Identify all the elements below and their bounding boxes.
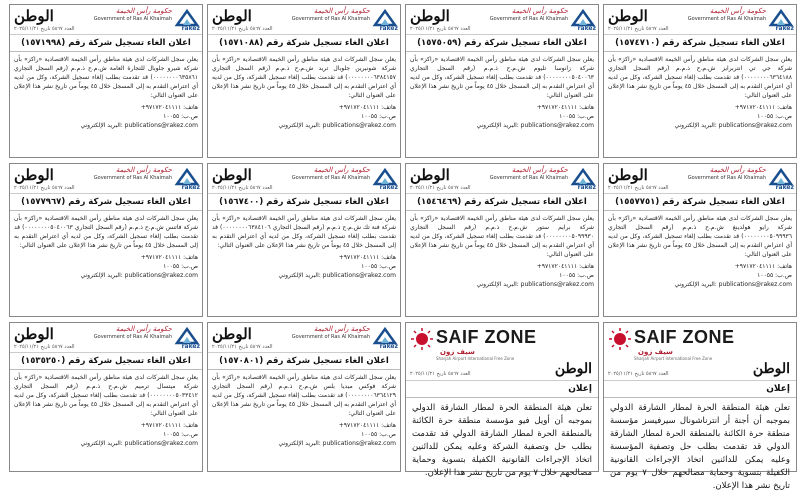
notice-header [10, 323, 202, 353]
notice-body: يعلن سجل الشركات لدى هيئة مناطق رأس الخيمة الاقتصادية «راكز» بأن شركة جي تي انتربرايز ش.م.ح ذ.م.م (رقم السجل التجاري ٠٠٠٠٠٠٠٠٦٣٦٤١٨٨) قد تقدمت بطلب إلغاء تسجيل الشركة، وكل من لديه أي اعتراض التقدم به إلى المسجل خلال ٤٥ يوماً من تاريخ نشر هذا الإعلان على العنوان التالي: [608, 56, 792, 99]
newspaper-brand: الوطن [410, 7, 450, 25]
government-name-en: Government of Ras Al Khaimah [93, 16, 172, 22]
saif-zone-subtitle: Sharjah Airport International Free Zone [436, 356, 515, 361]
saif-zone-name: SAIF ZONE [436, 327, 537, 347]
government-name-en: Government of Ras Al Khaimah [291, 16, 370, 22]
notice-title: اعلان الغاء تسجيل شركة رقم (١٥٣٥٢٥٠) [10, 353, 202, 370]
notice-body: يعلن سجل الشركات لدى هيئة مناطق رأس الخيمة الاقتصادية «راكز» بأن شركة برايم ستور ش.م.ح ذ.م.م (رقم السجل التجاري ٠٠٠٠٠٠٠٠٥٠٩٩٩٣٠) قد تقدمت بطلب إلغاء تسجيل الشركة، وكل من لديه أي اعتراض التقدم به إلى المسجل خلال ٤٥ يوماً من تاريخ نشر هذا الإعلان على العنوان التالي: [410, 215, 594, 258]
rakez-wordmark: rakez [577, 184, 596, 191]
contact-email[interactable]: البريد الإلكتروني: publications@rakez.com [80, 440, 198, 447]
rakez-notice [603, 163, 797, 317]
contact-phone: هاتف: ٩٧١٧٢٠٤١١١١+ [734, 104, 792, 111]
government-name-en: Government of Ras Al Khaimah [687, 16, 766, 22]
notice-title: اعلان الغاء تسجيل شركة رقم (١٥٧٠٨٠١) [208, 353, 400, 370]
notice-header [406, 164, 598, 194]
notice-contact [406, 103, 598, 133]
notice-title: اعلان الغاء تسجيل شركة رقم (١٥٧٤٧١٠) [604, 35, 796, 52]
rakez-notice [207, 163, 401, 317]
contact-phone: هاتف: ٩٧١٧٢٠٤١١١١+ [140, 104, 198, 111]
issue-info: العدد ٥٨٦٧ تاريخ ٢٠٢٥/١١/٢١ [14, 344, 75, 350]
rakez-wordmark: rakez [775, 184, 794, 191]
government-name-ar: حكومة رأس الخيمة [115, 166, 172, 174]
notice-title: اعلان الغاء تسجيل شركة رقم (١٥٥٧٧٥١) [604, 194, 796, 211]
contact-po-box: ص.ب: ١٠٠٥٥ [361, 113, 396, 120]
rakez-wordmark: rakez [181, 25, 200, 32]
saif-zone-notice [405, 322, 599, 478]
saif-sun-logo-icon [608, 327, 632, 351]
issue-info: العدد ٥٨٦٧ تاريخ ٢٠٢٥/١١/٢١ [212, 185, 273, 191]
contact-phone: هاتف: ٩٧١٧٢٠٤١١١١+ [338, 422, 396, 429]
rakez-wordmark: rakez [379, 25, 398, 32]
newspaper-brand: الوطن [14, 7, 54, 25]
contact-email[interactable]: البريد الإلكتروني: publications@rakez.com [476, 122, 594, 129]
rakez-wordmark: rakez [379, 343, 398, 350]
rakez-notice [207, 4, 401, 158]
contact-po-box: ص.ب: ١٠٠٥٥ [163, 113, 198, 120]
contact-phone: هاتف: ٩٧١٧٢٠٤١١١١+ [140, 254, 198, 261]
rakez-notice [9, 322, 203, 472]
notice-header [604, 5, 796, 35]
contact-email[interactable]: البريد الإلكتروني: publications@rakez.com [80, 122, 198, 129]
government-name-ar: حكومة رأس الخيمة [115, 325, 172, 333]
contact-po-box: ص.ب: ١٠٠٥٥ [757, 272, 792, 279]
newspaper-brand: الوطن [608, 166, 648, 184]
government-name-en: Government of Ras Al Khaimah [291, 334, 370, 340]
notice-header [604, 164, 796, 194]
issue-info: العدد ٥٨٦٧ تاريخ ٢٠٢٥/١١/٢١ [410, 371, 471, 377]
contact-phone: هاتف: ٩٧١٧٢٠٤١١١١+ [338, 104, 396, 111]
notice-title: اعلان الغاء تسجيل شركة رقم (١٥٤٦٤٦٩) [406, 194, 598, 211]
notice-header [208, 323, 400, 353]
rakez-notice [9, 4, 203, 158]
government-name-en: Government of Ras Al Khaimah [489, 175, 568, 181]
newspaper-brand: الوطن [212, 7, 252, 25]
issue-info: العدد ٥٨٦٧ تاريخ ٢٠٢٥/١١/٢١ [608, 185, 669, 191]
contact-po-box: ص.ب: ١٠٠٥٥ [559, 113, 594, 120]
notice-body: تعلن هيئة المنطقة الحرة لمطار الشارقة الدولي بموجبه أن أجنة أر انترناشونال سيرفيسز مؤسسة منطقة حرة الكائنة بالمنطقة الحرة لمطار الشارقة الدولي قد تقدمت بطلب حل وتصفية المؤسسة وعليه يمكن للدائنين اتخاذ الإجراءات القانونية الكفيلة بتسوية وحماية مصالحهم خلال ٧ يوم من تاريخ نشر هذا الإعلان. [610, 403, 790, 491]
newspaper-brand: الوطن [14, 166, 54, 184]
government-name-ar: حكومة رأس الخيمة [115, 7, 172, 15]
issue-info: العدد ٥٨٦٧ تاريخ ٢٠٢٥/١١/٢١ [212, 344, 273, 350]
notice-label: إعلان [604, 381, 796, 398]
issue-info: العدد ٥٨٦٧ تاريخ ٢٠٢٥/١١/٢١ [410, 26, 471, 32]
notice-contact [208, 253, 400, 283]
notice-body: يعلن سجل الشركات لدى هيئة مناطق رأس الخيمة الاقتصادية «راكز» بأن شركة فوكس ميديا بلس ش.م.ح ذ.م.م (رقم السجل التجاري ٠٠٠٠٠٠٠٠٦٣٦٤١٢٩) قد تقدمت بطلب إلغاء تسجيل الشركة، وكل من لديه أي اعتراض التقدم به إلى المسجل خلال ٤٥ يوماً من تاريخ نشر هذا الإعلان على العنوان التالي: [212, 374, 396, 417]
contact-email[interactable]: البريد الإلكتروني: publications@rakez.com [476, 281, 594, 288]
notice-title: اعلان الغاء تسجيل شركة رقم (١٥٧١٠٨٨) [208, 35, 400, 52]
government-name-en: Government of Ras Al Khaimah [687, 175, 766, 181]
issue-info: العدد ٥٨٦٧ تاريخ ٢٠٢٥/١١/٢١ [608, 371, 669, 377]
notice-body: يعلن سجل الشركات لدى هيئة مناطق رأس الخيمة الاقتصادية «راكز» بأن شركة شيرو جلوبال للتجارة العامة ش.م.ح ذ.م.م (رقم السجل التجاري ٠٠٠٠٠٠٠٠٦٣٥٨٦١) قد تقدمت بطلب إلغاء تسجيل الشركة، وكل من لديه أي اعتراض التقدم به إلى المسجل خلال ٤٥ يوماً من تاريخ نشر هذا الإعلان على العنوان التالي: [14, 56, 198, 99]
contact-email[interactable]: البريد الإلكتروني: publications@rakez.com [278, 122, 396, 129]
newspaper-brand: الوطن [608, 7, 648, 25]
notice-header [10, 164, 202, 194]
notice-contact [604, 262, 796, 292]
government-name-ar: حكومة رأس الخيمة [313, 166, 370, 174]
rakez-wordmark: rakez [775, 25, 794, 32]
government-name-ar: حكومة رأس الخيمة [709, 166, 766, 174]
notice-body: يعلن سجل الشركات لدى هيئة مناطق رأس الخيمة الاقتصادية «راكز» بأن شركة زانوسا تليوم ش.م.ح ذ.م.م (رقم السجل التجاري ٠٠٠٠٠٠٠٠٥٠٤٠٠٦٣) قد تقدمت بطلب إلغاء تسجيل الشركة، وكل من لديه أي اعتراض التقدم به إلى المسجل خلال ٤٥ يوماً من تاريخ نشر هذا الإعلان على العنوان التالي: [410, 56, 594, 99]
notice-title: اعلان الغاء تسجيل شركة رقم (١٥٦٧٤٠٠) [208, 194, 400, 211]
contact-po-box: ص.ب: ١٠٠٥٥ [757, 113, 792, 120]
notice-title: اعلان الغاء تسجيل شركة رقم (١٥٧١٩٩٨) [10, 35, 202, 52]
contact-phone: هاتف: ٩٧١٧٢٠٤١١١١+ [536, 104, 594, 111]
notice-body: يعلن سجل الشركات لدى هيئة مناطق رأس الخيمة الاقتصادية «راكز» بأن شركة رايو هولدينغ ش.م.ح ذ.م.م (رقم السجل التجاري ٠٠٠٠٠٠٠٠٥٠٩٩٩٣٦) قد تقدمت بطلب إلغاء تسجيل الشركة، وكل من لديه أي اعتراض التقدم به إلى المسجل خلال ٤٥ يوماً من تاريخ نشر هذا الإعلان على العنوان التالي: [608, 215, 792, 258]
rakez-wordmark: rakez [181, 343, 200, 350]
notice-contact [406, 262, 598, 292]
government-name-ar: حكومة رأس الخيمة [313, 325, 370, 333]
saif-header [406, 323, 598, 381]
saif-zone-name-ar: سيف زون [638, 348, 673, 356]
notice-title: اعلان الغاء تسجيل شركة رقم (١٥٧٧٩٦٧) [10, 194, 202, 211]
notice-contact [208, 421, 400, 451]
contact-phone: هاتف: ٩٧١٧٢٠٤١١١١+ [338, 254, 396, 261]
issue-info: العدد ٥٨٦٧ تاريخ ٢٠٢٥/١١/٢١ [14, 185, 75, 191]
saif-zone-name: SAIF ZONE [634, 327, 735, 347]
notice-body: تعلن هيئة المنطقة الحرة لمطار الشارقة الدولي بموجبه أن أويل فيو مؤسسة منطقة حرة الكائنة بالمنطقة الحرة لمطار الشارقة الدولي قد تقدمت بطلب حل وتصفية الشركة وعليه يمكن للدائنين اتخاذ الإجراءات القانونية الكفيلة بتسوية وحماية مصالحهم خلال ٧ يوم من تاريخ نشر هذا الإعلان. [412, 403, 592, 478]
rakez-notice [405, 4, 599, 158]
contact-email[interactable]: البريد الإلكتروني: publications@rakez.com [278, 272, 396, 279]
issue-info: العدد ٥٨٦٧ تاريخ ٢٠٢٥/١١/٢١ [608, 26, 669, 32]
contact-phone: هاتف: ٩٧١٧٢٠٤١١١١+ [536, 263, 594, 270]
notice-contact [10, 103, 202, 133]
newspaper-brand: الوطن [14, 325, 54, 343]
rakez-notice [9, 163, 203, 317]
contact-email[interactable]: البريد الإلكتروني: publications@rakez.com [278, 440, 396, 447]
notice-title: اعلان الغاء تسجيل شركة رقم (١٥٧٥٠٥٩) [406, 35, 598, 52]
government-name-en: Government of Ras Al Khaimah [93, 175, 172, 181]
rakez-wordmark: rakez [379, 184, 398, 191]
contact-po-box: ص.ب: ١٠٠٥٥ [361, 263, 396, 270]
contact-po-box: ص.ب: ١٠٠٥٥ [163, 431, 198, 438]
rakez-notice [207, 322, 401, 472]
contact-email[interactable]: البريد الإلكتروني: publications@rakez.com [674, 122, 792, 129]
rakez-wordmark: rakez [181, 184, 200, 191]
government-name-ar: حكومة رأس الخيمة [511, 166, 568, 174]
notice-header [406, 5, 598, 35]
notice-contact [208, 103, 400, 133]
contact-po-box: ص.ب: ١٠٠٥٥ [163, 263, 198, 270]
rakez-wordmark: rakez [577, 25, 596, 32]
notice-header [10, 5, 202, 35]
government-name-en: Government of Ras Al Khaimah [291, 175, 370, 181]
saif-zone-subtitle: Sharjah Airport International Free Zone [634, 356, 713, 361]
saif-zone-notice [603, 322, 797, 491]
government-name-ar: حكومة رأس الخيمة [511, 7, 568, 15]
contact-phone: هاتف: ٩٧١٧٢٠٤١١١١+ [140, 422, 198, 429]
notice-label: إعلان [406, 381, 598, 398]
saif-sun-logo-icon [410, 327, 434, 351]
contact-po-box: ص.ب: ١٠٠٥٥ [361, 431, 396, 438]
contact-email[interactable]: البريد الإلكتروني: publications@rakez.com [80, 272, 198, 279]
contact-po-box: ص.ب: ١٠٠٥٥ [559, 272, 594, 279]
newspaper-brand: الوطن [752, 361, 790, 377]
issue-info: العدد ٥٨٦٧ تاريخ ٢٠٢٥/١١/٢١ [410, 185, 471, 191]
saif-header [604, 323, 796, 381]
notice-body: يعلن سجل الشركات لدى هيئة مناطق رأس الخيمة الاقتصادية «راكز» بأن شركة ميتسال ترميم ش.م.ح ذ.م.م (رقم السجل التجاري ٠٠٠٠٠٠٠٠٥٠٣٣٤١٢) قد تقدمت بطلب إلغاء تسجيل الشركة، وكل من لديه أي اعتراض التقدم به إلى المسجل خلال ٤٥ يوماً من تاريخ نشر هذا الإعلان على العنوان التالي: [14, 374, 198, 417]
government-name-en: Government of Ras Al Khaimah [489, 16, 568, 22]
rakez-notice [405, 163, 599, 317]
government-name-ar: حكومة رأس الخيمة [709, 7, 766, 15]
newspaper-brand: الوطن [554, 361, 592, 377]
notice-contact [604, 103, 796, 133]
notice-contact [10, 421, 202, 451]
contact-phone: هاتف: ٩٧١٧٢٠٤١١١١+ [734, 263, 792, 270]
newspaper-brand: الوطن [410, 166, 450, 184]
notice-header [208, 164, 400, 194]
notice-body: يعلن سجل الشركات لدى هيئة مناطق رأس الخيمة الاقتصادية «راكز» بأن شركة فنة تك ش.م.ح ذ.م.م (رقم السجل التجاري ٠٠٠٠٠٠٠٠٦٣٨٤١٠٦) قد تقدمت بطلب إلغاء تسجيل الشركة، وكل من لديه أي اعتراض التقدم به إلى المسجل خلال ٤٥ يوماً من تاريخ نشر هذا الإعلان على العنوان التالي: [212, 215, 397, 249]
notice-contact [10, 253, 202, 283]
issue-info: العدد ٥٨٦٧ تاريخ ٢٠٢٥/١١/٢١ [14, 26, 75, 32]
government-name-ar: حكومة رأس الخيمة [313, 7, 370, 15]
newspaper-brand: الوطن [212, 166, 252, 184]
notice-body: يعلن سجل الشركات لدى هيئة مناطق رأس الخيمة الاقتصادية «راكز» بأن شركة شونيرين جلوبال تريد ش.م.ح ذ.م.م (رقم السجل التجاري ٠٠٠٠٠٠٠٠٦٣٨٤١٥٧) قد تقدمت بطلب إلغاء تسجيل الشركة، وكل من لديه أي اعتراض التقدم به إلى المسجل خلال ٤٥ يوماً من تاريخ نشر هذا الإعلان على العنوان التالي: [212, 56, 396, 99]
government-name-en: Government of Ras Al Khaimah [93, 334, 172, 340]
saif-zone-name-ar: سيف زون [440, 348, 475, 356]
contact-email[interactable]: البريد الإلكتروني: publications@rakez.com [674, 281, 792, 288]
issue-info: العدد ٥٨٦٧ تاريخ ٢٠٢٥/١١/٢١ [212, 26, 273, 32]
notice-header [208, 5, 400, 35]
notice-body: يعلن سجل الشركات لدى هيئة مناطق رأس الخيمة الاقتصادية «راكز» بأن شركة فاتنس ش.م.ح ذ.م.م (رقم السجل التجاري ٠٠٠٠٠٠٠٠٥٠٤٠٠٦٣) قد تقدمت بطلب إلغاء تسجيل الشركة، وكل من لديه أي اعتراض التقدم به إلى المسجل خلال ٤٥ يوماً من تاريخ نشر هذا الإعلان على العنوان التالي: [14, 215, 198, 249]
newspaper-brand: الوطن [212, 325, 252, 343]
rakez-notice [603, 4, 797, 158]
